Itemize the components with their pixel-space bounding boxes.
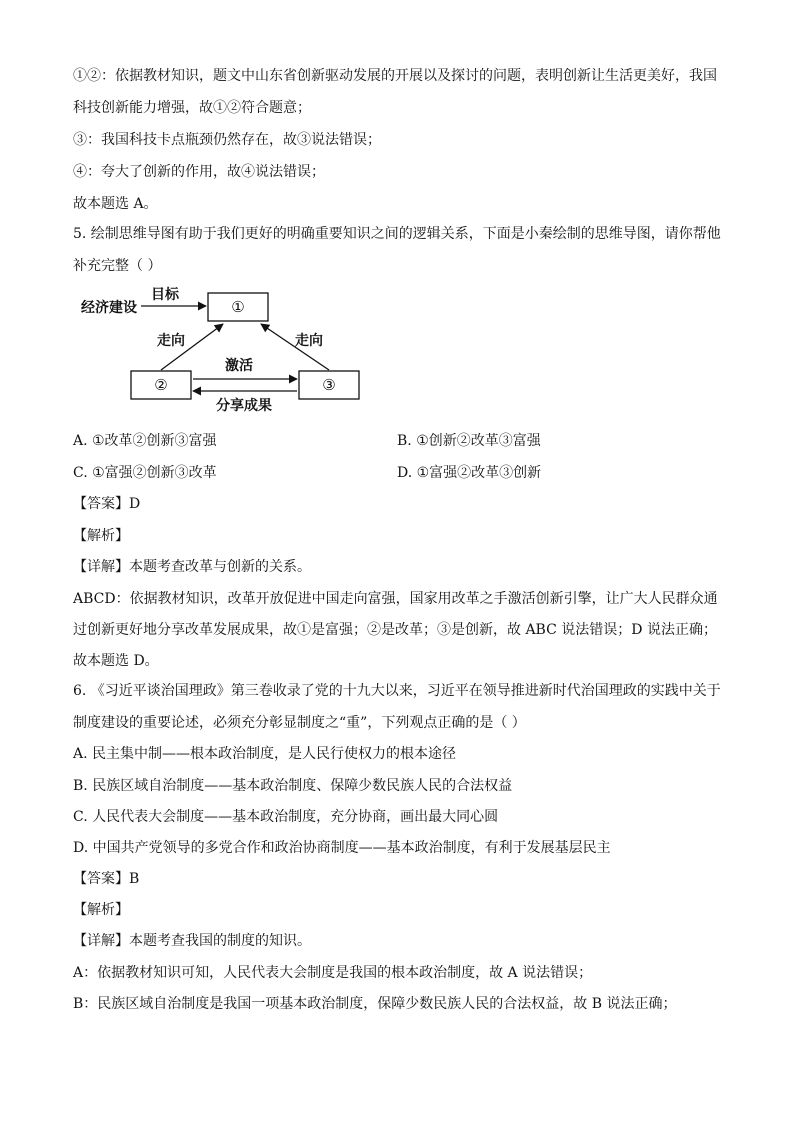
analysis-line: ①②：依据教材知识，题文中山东省创新驱动发展的开展以及探讨的问题，表明创新让生活更美好，我国	[73, 68, 717, 84]
option-d: D. 中国共产党领导的多党合作和政治协商制度——基本政治制度，有利于发展基层民主	[73, 840, 611, 856]
explanation-line: A：依据教材知识可知，人民代表大会制度是我国的根本政治制度，故 A 说法错误；	[73, 965, 593, 981]
option-a: A. 民主集中制——根本政治制度，是人民行使权力的根本途径	[73, 746, 457, 762]
mind-map-diagram	[73, 282, 373, 412]
share-results-label: 分享成果	[216, 398, 272, 412]
box-2-label: ②	[154, 376, 168, 394]
option-d: D. ①富强②改革③创新	[397, 465, 542, 481]
answer: 【答案】B	[73, 871, 140, 887]
detail-line: 【详解】本题考查改革与创新的关系。	[73, 559, 311, 575]
goal-label: 目标	[151, 287, 179, 303]
box-3-label: ③	[322, 376, 336, 394]
question-stem: 制度建设的重要论述，必须充分彰显制度之“重”，下列观点正确的是（ ）	[73, 715, 526, 731]
question-stem: 补充完整（ ）	[73, 258, 162, 274]
analysis-line: ④：夸大了创新的作用，故④说法错误；	[73, 164, 325, 180]
box-1-label: ①	[231, 298, 245, 316]
option-b: B. 民族区域自治制度——基本政治制度、保障少数民族人民的合法权益	[73, 778, 513, 794]
option-c: C. 人民代表大会制度——基本政治制度，充分协商，画出最大同心圆	[73, 809, 499, 825]
question-stem: 5. 绘制思维导图有助于我们更好的明确重要知识之间的逻辑关系，下面是小秦绘制的思维导图，请你帮他	[73, 226, 721, 242]
question-stem: 6. 《习近平谈治国理政》第三卷收录了党的十九大以来，习近平在领导推进新时代治国理政的实践中关于	[73, 683, 721, 699]
analysis-line: ③：我国科技卡点瓶颈仍然存在，故③说法错误；	[73, 132, 381, 148]
option-c: C. ①富强②创新③改革	[73, 465, 217, 481]
analysis-heading: 【解析】	[73, 902, 129, 918]
analysis-line: 科技创新能力增强，故①②符合题意；	[73, 100, 311, 116]
answer: 【答案】D	[73, 496, 141, 512]
analysis-line: 故本题选 A。	[73, 196, 158, 212]
detail-line: 【详解】本题考查我国的制度的知识。	[73, 933, 311, 949]
analysis-heading: 【解析】	[73, 528, 129, 544]
explanation-line: ABCD：依据教材知识，改革开放促进中国走向富强，国家用改革之手激活创新引擎，让广大人民群众通	[73, 591, 718, 607]
option-b: B. ①创新②改革③富强	[397, 433, 541, 449]
activate-label: 激活	[225, 358, 253, 374]
explanation-line: B：民族区域自治制度是我国一项基本政治制度，保障少数民族人民的合法权益，故 B 说法正确；	[73, 996, 677, 1012]
explanation-line: 过创新更好地分享改革发展成果，故①是富强；②是改革；③是创新，故 ABC 说法错误；D 说法正确；	[73, 622, 717, 638]
explanation-line: 故本题选 D。	[73, 653, 159, 669]
left-toward-label: 走向	[157, 333, 185, 349]
option-a: A. ①改革②创新③富强	[73, 433, 217, 449]
economic-construction-label: 经济建设	[81, 300, 137, 316]
right-toward-label: 走向	[295, 333, 323, 349]
